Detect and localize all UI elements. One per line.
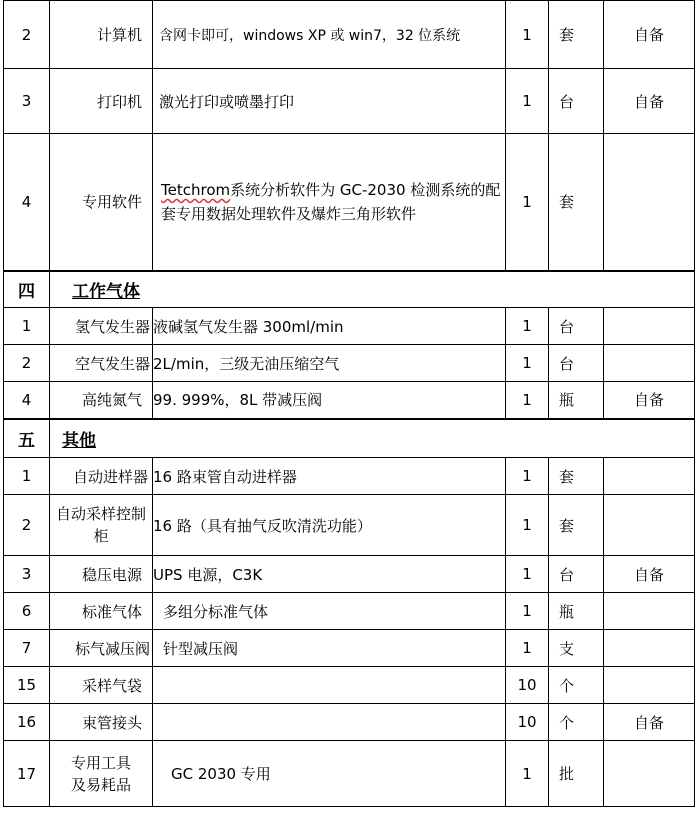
equipment-table [3, 0, 695, 807]
item-name: 自动采样控制柜 [50, 495, 153, 556]
row-number: 6 [4, 593, 50, 630]
item-spec: 激光打印或喷墨打印 [153, 69, 506, 134]
item-unit: 台 [549, 69, 604, 134]
item-name: 束管接头 [50, 704, 153, 741]
item-unit: 批 [549, 741, 604, 807]
item-unit: 套 [549, 134, 604, 271]
item-note: 自备 [604, 382, 695, 419]
row-number: 1 [4, 458, 50, 495]
table-row [4, 495, 695, 556]
section-header-row [4, 271, 695, 308]
item-note [604, 345, 695, 382]
section-number: 四 [4, 271, 50, 308]
item-spec: 99. 999%，8L 带减压阀 [153, 382, 506, 419]
item-unit: 支 [549, 630, 604, 667]
item-spec: 多组分标准气体 [153, 593, 506, 630]
item-name: 标气减压阀 [50, 630, 153, 667]
item-quantity: 1 [506, 345, 549, 382]
item-name: 高纯氮气 [50, 382, 153, 419]
item-quantity: 1 [506, 458, 549, 495]
item-unit: 台 [549, 556, 604, 593]
item-unit: 个 [549, 704, 604, 741]
row-number: 17 [4, 741, 50, 807]
item-name: 氢气发生器 [50, 308, 153, 345]
item-name: 采样气袋 [50, 667, 153, 704]
row-number: 2 [4, 345, 50, 382]
item-quantity: 1 [506, 1, 549, 69]
item-note [604, 495, 695, 556]
item-note: 自备 [604, 1, 695, 69]
item-quantity: 10 [506, 667, 549, 704]
item-quantity: 1 [506, 69, 549, 134]
table-row [4, 667, 695, 704]
item-spec: 16 路束管自动进样器 [153, 458, 506, 495]
item-spec: 2L/min，三级无油压缩空气 [153, 345, 506, 382]
spell-check-word: Tetchrom [161, 180, 231, 199]
table-row [4, 345, 695, 382]
section-number: 五 [4, 419, 50, 458]
item-spec [153, 134, 506, 271]
item-note: 自备 [604, 69, 695, 134]
row-number: 1 [4, 308, 50, 345]
table-row [4, 382, 695, 419]
section-title-text: 其他 [62, 430, 96, 451]
row-number: 3 [4, 556, 50, 593]
item-spec: GC 2030 专用 [153, 741, 506, 807]
item-quantity: 1 [506, 495, 549, 556]
item-spec: 含网卡即可，windows XP 或 win7，32 位系统 [153, 1, 506, 69]
item-quantity: 1 [506, 556, 549, 593]
item-note: 自备 [604, 704, 695, 741]
item-name: 空气发生器 [50, 345, 153, 382]
table-row [4, 630, 695, 667]
item-quantity: 1 [506, 593, 549, 630]
item-unit: 套 [549, 458, 604, 495]
item-unit: 台 [549, 345, 604, 382]
item-note [604, 593, 695, 630]
row-number: 16 [4, 704, 50, 741]
item-quantity: 1 [506, 134, 549, 271]
item-note [604, 308, 695, 345]
section-title-text: 工作气体 [72, 281, 140, 302]
item-name: 专用软件 [50, 134, 153, 271]
item-name: 计算机 [50, 1, 153, 69]
item-spec: 液碱氢气发生器 300ml/min [153, 308, 506, 345]
item-spec: 16 路（具有抽气反吹清洗功能） [153, 495, 506, 556]
item-note [604, 741, 695, 807]
item-unit: 瓶 [549, 593, 604, 630]
item-name: 自动进样器 [50, 458, 153, 495]
item-name: 稳压电源 [50, 556, 153, 593]
table-row [4, 704, 695, 741]
item-quantity: 10 [506, 704, 549, 741]
table-row [4, 593, 695, 630]
item-note [604, 667, 695, 704]
table-row [4, 741, 695, 807]
table-row [4, 69, 695, 134]
item-unit: 个 [549, 667, 604, 704]
item-spec: UPS 电源，C3K [153, 556, 506, 593]
item-note: 自备 [604, 556, 695, 593]
row-number: 2 [4, 1, 50, 69]
table-row [4, 1, 695, 69]
row-number: 4 [4, 134, 50, 271]
item-quantity: 1 [506, 741, 549, 807]
item-name: 专用工具及易耗品 [50, 741, 153, 807]
row-number: 3 [4, 69, 50, 134]
item-unit: 瓶 [549, 382, 604, 419]
table-row [4, 134, 695, 271]
table-row [4, 556, 695, 593]
item-unit: 套 [549, 495, 604, 556]
item-spec [153, 667, 506, 704]
item-note [604, 630, 695, 667]
item-unit: 套 [549, 1, 604, 69]
item-note [604, 134, 695, 271]
item-quantity: 1 [506, 382, 549, 419]
item-spec: 针型减压阀 [153, 630, 506, 667]
section-title [50, 419, 695, 458]
item-name: 标准气体 [50, 593, 153, 630]
item-spec [153, 704, 506, 741]
table-row [4, 458, 695, 495]
item-quantity: 1 [506, 308, 549, 345]
item-name: 打印机 [50, 69, 153, 134]
item-quantity: 1 [506, 630, 549, 667]
item-unit: 台 [549, 308, 604, 345]
item-note [604, 458, 695, 495]
section-header-row [4, 419, 695, 458]
row-number: 4 [4, 382, 50, 419]
item-spec-text: 系统分析软件为 GC-2030 检测系统的配套专用数据处理软件及爆炸三角形软件 [161, 180, 501, 223]
section-title [50, 271, 695, 308]
row-number: 2 [4, 495, 50, 556]
table-row [4, 308, 695, 345]
row-number: 15 [4, 667, 50, 704]
row-number: 7 [4, 630, 50, 667]
